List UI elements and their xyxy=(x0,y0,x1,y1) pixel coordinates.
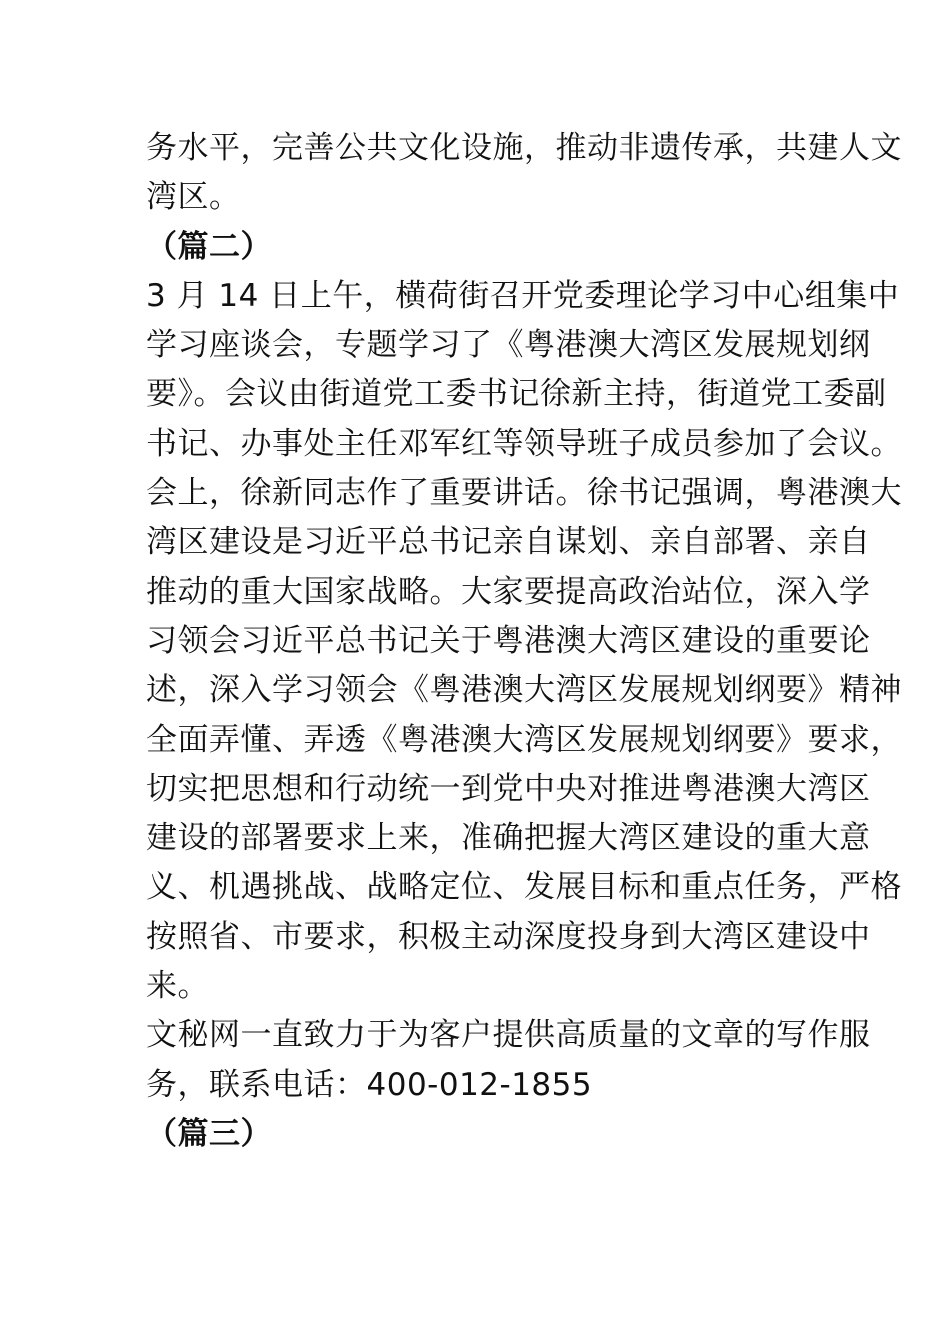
text-line: 文秘网一直致力于为客户提供高质量的文章的写作服 xyxy=(146,1017,871,1054)
document-body xyxy=(146,124,902,1159)
text-line: 务水平，完善公共文化设施，推动非遗传承，共建人文 xyxy=(146,130,902,166)
text-line: 书记、办事处主任邓军红等领导班子成员参加了会议。 xyxy=(146,425,902,462)
text-line: 按照省、市要求，积极主动深度投身到大湾区建设中 xyxy=(146,918,871,955)
text-line: 义、机遇挑战、战略定位、发展目标和重点任务，严格 xyxy=(146,869,902,906)
section-heading-part-two: （篇二） xyxy=(146,228,272,265)
text-line: 会上，徐新同志作了重要讲话。徐书记强调，粤港澳大 xyxy=(146,475,902,512)
text-line: 学习座谈会，专题学习了《粤港澳大湾区发展规划纲 xyxy=(146,327,871,364)
text-line: 来。 xyxy=(146,968,209,1005)
text-line: 湾区。 xyxy=(146,179,241,216)
text-line: 全面弄懂、弄透《粤港澳大湾区发展规划纲要》要求， xyxy=(146,721,902,758)
text-line: 建设的部署要求上来，准确把握大湾区建设的重大意 xyxy=(146,820,871,857)
text-line: 习领会习近平总书记关于粤港澳大湾区建设的重要论 xyxy=(146,622,871,659)
text-line: 述，深入学习领会《粤港澳大湾区发展规划纲要》精神 xyxy=(146,672,902,709)
section-heading-part-three: （篇三） xyxy=(146,1115,272,1152)
text-line-contact: 务，联系电话：400-012-1855 xyxy=(146,1066,593,1103)
text-line: 3 月 14 日上午，横荷街召开党委理论学习中心组集中 xyxy=(146,277,900,314)
text-line: 湾区建设是习近平总书记亲自谋划、亲自部署、亲自 xyxy=(146,524,871,561)
text-line: 切实把思想和行动统一到党中央对推进粤港澳大湾区 xyxy=(146,770,871,807)
text-line: 推动的重大国家战略。大家要提高政治站位，深入学 xyxy=(146,573,871,610)
text-line: 要》。会议由街道党工委书记徐新主持，街道党工委副 xyxy=(146,376,887,413)
